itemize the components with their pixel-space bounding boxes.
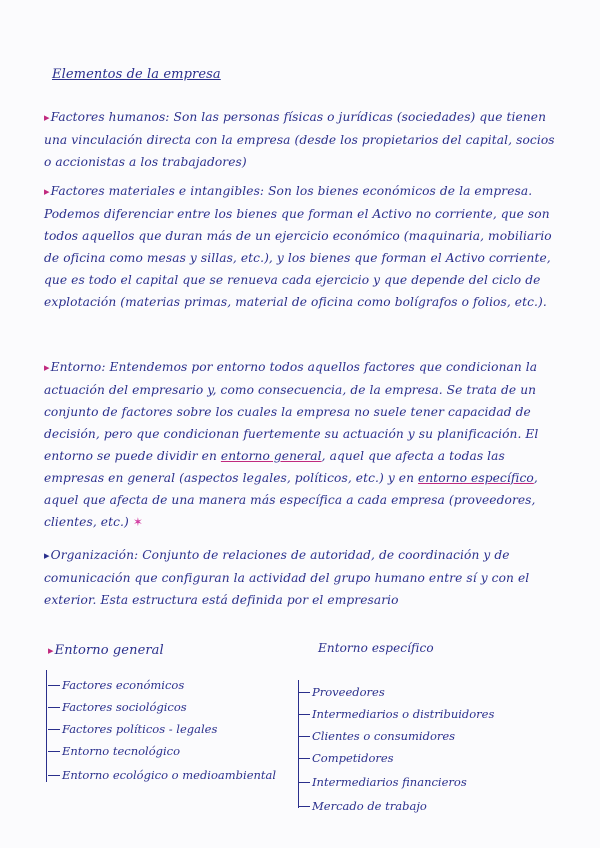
factores-humanos-paragraph	[44, 106, 564, 173]
heading-text: Entorno general	[54, 643, 164, 658]
specific-list-item: Proveedores	[312, 685, 385, 699]
entorno-especifico-term: entorno específico	[418, 471, 534, 485]
paragraph-text: Factores humanos: Son las personas físicas o jurídicas (sociedades) que tienen una vinculación directa con la empresa (desde los propietarios del capital, socios o accionistas a los trabajadores)	[44, 110, 555, 169]
specific-list-item: Intermediarios financieros	[312, 775, 467, 789]
specific-list-item: Intermediarios o distribuidores	[312, 707, 495, 721]
general-bracket-line	[46, 670, 47, 782]
entorno-tail-text: , aquel que afecta de una manera más específica a cada empresa (proveedores, clientes, etc.)	[44, 471, 538, 529]
general-list-item: Factores económicos	[62, 678, 185, 692]
specific-list-item: Clientes o consumidores	[312, 729, 456, 743]
general-list-item: Entorno tecnológico	[62, 744, 181, 758]
specific-bracket-line	[298, 680, 299, 808]
bullet-arrow-icon: ▸	[44, 111, 50, 124]
star-doodle-icon: ✶	[132, 515, 144, 529]
specific-list-item: Competidores	[312, 751, 394, 765]
entorno-especifico-heading: Entorno específico	[318, 641, 434, 655]
bullet-arrow-icon: ▸	[44, 549, 50, 562]
entorno-general-heading	[48, 640, 164, 662]
specific-list-item: Mercado de trabajo	[312, 799, 427, 813]
general-list-item: Factores sociológicos	[62, 700, 187, 714]
organizacion-paragraph	[44, 544, 564, 611]
paragraph-text: Factores materiales e intangibles: Son los bienes económicos de la empresa. Podemos diferenciar entre los bienes que forman el Activo no corriente, que son todos aquellos que duran más de un ejercicio económico (maquinaria, mobiliario de oficina como mesas y sillas, etc.), y los bienes que forman el Activo corriente, que es todo el capital que se renueva cada ejercicio y que depende del ciclo de explotación (materias primas, material de oficina como bolígrafos o folios, etc.).	[44, 184, 552, 309]
paragraph-text: Organización: Conjunto de relaciones de autoridad, de coordinación y de comunicación que configuran la actividad del grupo humano entre sí y con el exterior. Esta estructura está definida por el empresario	[44, 548, 530, 607]
entorno-lead-text: Entorno: Entendemos por entorno todos aquellos factores que condicionan la actuación del empresario y, como consecuencia, de la empresa. Se trata de un conjunto de factores sobre los cuales la empresa no suele tener capacidad de decisión, pero que condicionan fuertemente su actuación y su planificación. El entorno se puede dividir en	[44, 360, 539, 463]
entorno-mid-text: , aquel que afecta a todas las empresas en general (aspectos legales, políticos, etc.) y en	[44, 449, 505, 485]
factores-materiales-paragraph	[44, 180, 564, 313]
page-title: Elementos de la empresa	[52, 67, 221, 82]
bullet-arrow-icon: ▸	[44, 361, 50, 374]
general-list-item: Factores políticos - legales	[62, 722, 218, 736]
general-list-item: Entorno ecológico o medioambiental	[62, 768, 277, 782]
bullet-arrow-icon: ▸	[44, 185, 50, 198]
entorno-paragraph	[44, 356, 564, 533]
bullet-arrow-icon: ▸	[48, 644, 54, 657]
entorno-general-term: entorno general	[220, 449, 322, 463]
